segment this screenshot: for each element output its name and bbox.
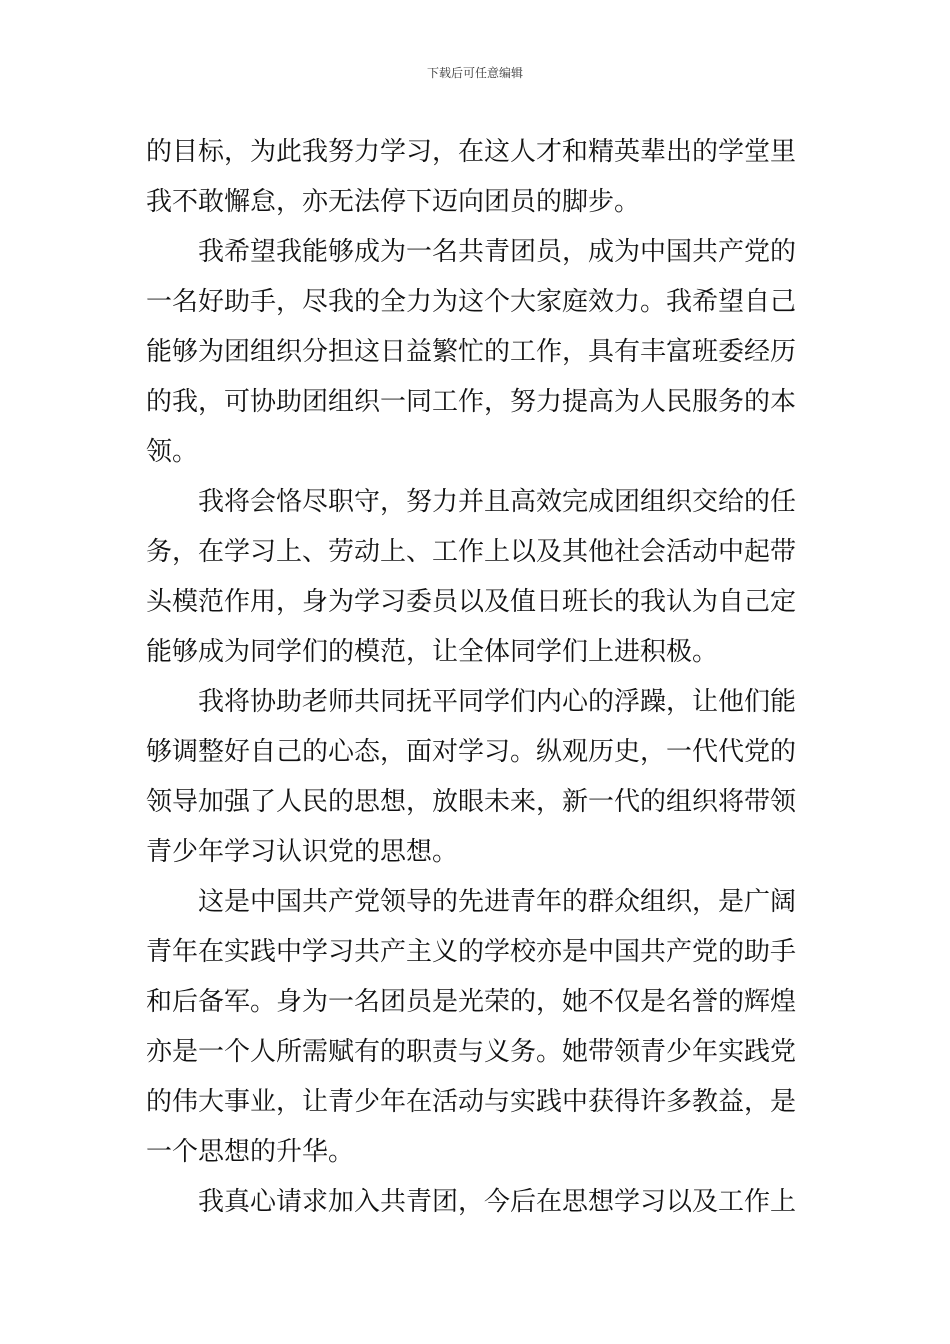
text-line: 我真心请求加入共青团，今后在思想学习以及工作上	[198, 1187, 797, 1217]
paragraph	[146, 1177, 809, 1227]
text-line: 的目标，为此我努力学习，在这人才和精英辈出的学堂里	[146, 137, 797, 167]
paragraph	[146, 477, 809, 677]
text-line: 领。	[146, 437, 199, 467]
text-line: 青少年学习认识党的思想。	[146, 837, 459, 867]
text-line: 我将会恪尽职守，努力并且高效完成团组织交给的任	[198, 487, 797, 517]
text-line: 和后备军。身为一名团员是光荣的，她不仅是名誉的辉煌	[146, 987, 797, 1017]
paragraph	[146, 677, 809, 877]
text-line: 这是中国共产党领导的先进青年的群众组织，是广阔	[198, 887, 797, 917]
text-line: 务，在学习上、劳动上、工作上以及其他社会活动中起带	[146, 537, 797, 567]
paragraph	[146, 227, 809, 477]
text-line: 的伟大事业，让青少年在活动与实践中获得许多教益，是	[146, 1087, 797, 1117]
page-header: 下载后可任意编辑	[426, 66, 523, 80]
text-line: 头模范作用，身为学习委员以及值日班长的我认为自己定	[146, 587, 797, 617]
paragraph	[146, 127, 809, 227]
text-line: 青年在实践中学习共产主义的学校亦是中国共产党的助手	[146, 937, 797, 967]
text-line: 领导加强了人民的思想，放眼未来，新一代的组织将带领	[146, 787, 797, 817]
text-line: 一名好助手，尽我的全力为这个大家庭效力。我希望自己	[146, 287, 797, 317]
paragraph	[146, 877, 809, 1177]
text-line: 一个思想的升华。	[146, 1137, 355, 1167]
text-line: 我希望我能够成为一名共青团员，成为中国共产党的	[198, 237, 797, 267]
text-line: 能够成为同学们的模范，让全体同学们上进积极。	[146, 637, 719, 667]
text-line: 亦是一个人所需赋有的职责与义务。她带领青少年实践党	[146, 1037, 797, 1067]
text-line: 我不敢懈怠，亦无法停下迈向团员的脚步。	[146, 187, 641, 217]
document-body	[146, 127, 809, 1227]
text-line: 够调整好自己的心态，面对学习。纵观历史，一代代党的	[146, 737, 797, 767]
text-line: 我将协助老师共同抚平同学们内心的浮躁，让他们能	[198, 687, 797, 717]
text-line: 能够为团组织分担这日益繁忙的工作，具有丰富班委经历	[146, 337, 797, 367]
text-line: 的我，可协助团组织一同工作，努力提高为人民服务的本	[146, 387, 797, 417]
